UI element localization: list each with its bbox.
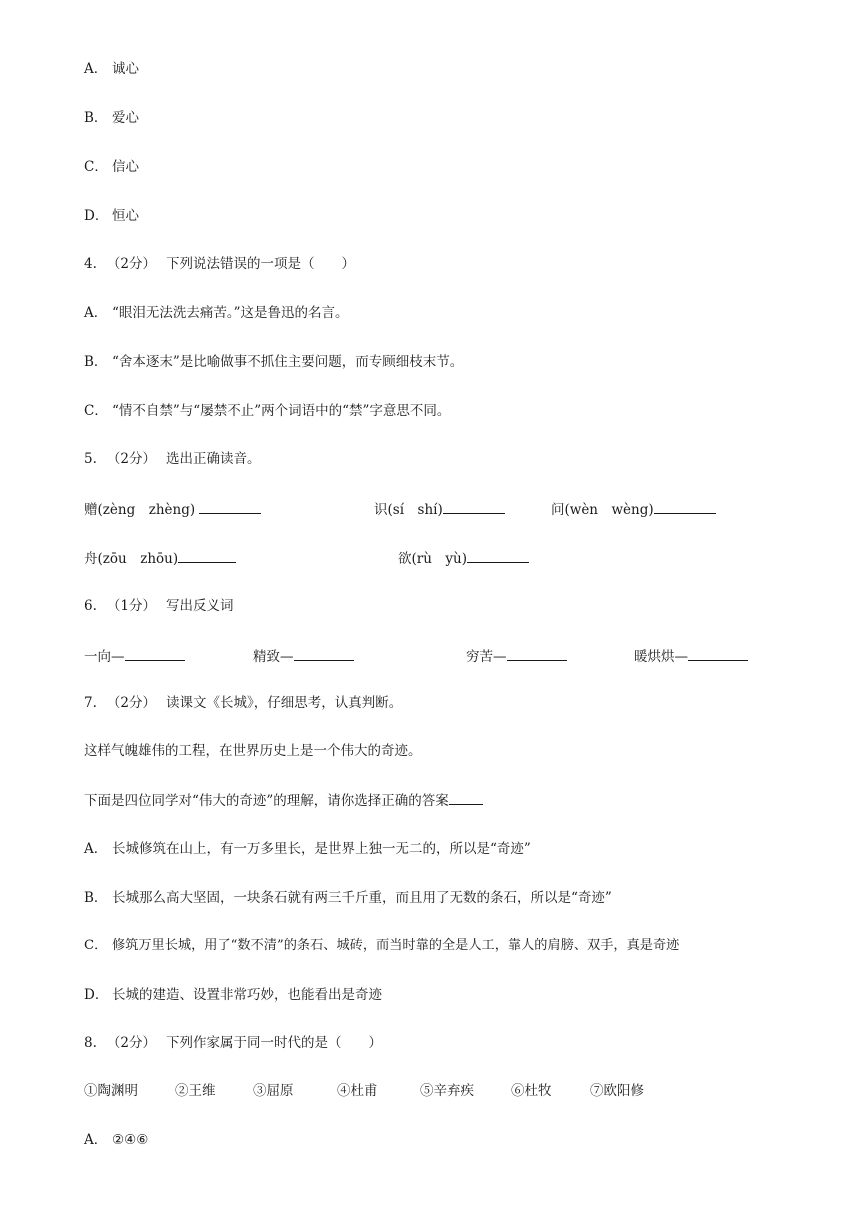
q7-prompt — [84, 790, 483, 811]
antonym-item — [253, 646, 354, 667]
q7-option-c — [84, 936, 679, 956]
pinyin-item — [84, 548, 236, 569]
pinyin-item — [374, 499, 505, 520]
pinyin-text: 欲(rù yù) — [398, 551, 468, 567]
q3-option-a — [84, 59, 139, 79]
question-score: （2分） — [106, 1035, 156, 1051]
pinyin-item — [84, 499, 261, 520]
q4-option-a — [84, 303, 349, 323]
antonym-word: 一向— — [84, 649, 125, 665]
option-text: 长城那么高大坚固，一块条石就有两三千斤重，而且用了无数的条石，所以是“奇迹” — [112, 890, 612, 906]
question-6-header — [84, 596, 233, 616]
q3-option-d — [84, 206, 139, 226]
pinyin-item — [551, 499, 716, 520]
option-text: ②④⑥ — [112, 1132, 149, 1148]
option-text: 修筑万里长城，用了“数不清”的条石、城砖，而当时靠的全是人工，靠人的肩膀、双手，真是奇迹 — [112, 938, 680, 953]
option-text: “舍本逐末”是比喻做事不抓住主要问题，而专顾细枝末节。 — [112, 354, 464, 370]
answer-blank[interactable] — [467, 548, 529, 563]
option-text: 信心 — [112, 159, 139, 175]
antonym-word: 精致— — [253, 649, 294, 665]
pinyin-text: 赠(zèng zhèng) — [84, 502, 196, 518]
question-stem: 下列作家属于同一时代的是（ ） — [165, 1035, 382, 1051]
question-4-header — [84, 254, 355, 274]
q7-option-b — [84, 888, 612, 908]
antonym-word: 穷苦— — [466, 649, 507, 665]
option-text: 诚心 — [112, 61, 139, 77]
answer-blank[interactable] — [449, 790, 483, 805]
question-number: 6. — [84, 598, 97, 614]
question-stem: 下列说法错误的一项是（ ） — [165, 256, 355, 272]
option-text: “眼泪无法洗去痛苦。”这是鲁迅的名言。 — [112, 305, 349, 321]
question-number: 5. — [84, 451, 97, 467]
prompt-text: 下面是四位同学对“伟大的奇迹”的理解，请你选择正确的答案 — [84, 793, 449, 809]
option-letter: B． — [84, 354, 108, 370]
option-letter: C． — [84, 403, 108, 419]
answer-blank[interactable] — [654, 499, 716, 514]
option-text: 爱心 — [112, 110, 139, 126]
answer-blank[interactable] — [125, 646, 185, 661]
option-letter: B． — [84, 110, 108, 126]
q8-option-a — [84, 1130, 148, 1150]
antonym-item — [84, 646, 185, 667]
question-8-header — [84, 1033, 382, 1053]
q3-option-c — [84, 157, 139, 177]
pinyin-item — [398, 548, 529, 569]
option-letter: A． — [84, 305, 108, 321]
question-stem: 写出反义词 — [165, 598, 234, 614]
option-letter: A． — [84, 841, 108, 857]
question-number: 8. — [84, 1035, 97, 1051]
option-letter: C． — [84, 159, 108, 175]
antonym-word: 暖烘烘— — [634, 649, 688, 665]
answer-blank[interactable] — [443, 499, 505, 514]
pinyin-text: 问(wèn wèng) — [551, 502, 654, 518]
answer-blank[interactable] — [178, 548, 236, 563]
option-text: “情不自禁”与“屡禁不止”两个词语中的“禁”字意思不同。 — [112, 403, 451, 419]
author-item: ④杜甫 — [337, 1083, 378, 1099]
option-letter: B． — [84, 890, 108, 906]
q3-option-b — [84, 108, 139, 128]
author-item: ①陶渊明 — [84, 1083, 138, 1099]
author-item: ⑤辛弃疾 — [420, 1083, 474, 1099]
option-letter: D． — [84, 208, 109, 224]
answer-blank[interactable] — [199, 499, 261, 514]
question-number: 4. — [84, 256, 97, 272]
question-stem: 读课文《长城》，仔细思考，认真判断。 — [165, 695, 403, 711]
question-score: （2分） — [106, 695, 156, 711]
pinyin-text: 舟(zōu zhōu) — [84, 551, 179, 567]
author-item: ②王维 — [175, 1083, 216, 1099]
antonym-item — [634, 646, 748, 667]
option-text: 长城修筑在山上，有一万多里长，是世界上独一无二的，所以是“奇迹” — [112, 841, 531, 857]
question-stem: 选出正确读音。 — [165, 451, 261, 467]
option-letter: C． — [84, 938, 108, 953]
question-7-header — [84, 693, 402, 713]
question-score: （1分） — [106, 598, 156, 614]
question-score: （2分） — [106, 451, 156, 467]
option-letter: A． — [84, 61, 108, 77]
q4-option-b — [84, 352, 463, 372]
q7-option-a — [84, 839, 531, 859]
answer-blank[interactable] — [294, 646, 354, 661]
option-text: 长城的建造、设置非常巧妙，也能看出是奇迹 — [112, 987, 382, 1003]
answer-blank[interactable] — [688, 646, 748, 661]
antonym-item — [466, 646, 567, 667]
question-5-header — [84, 449, 260, 469]
option-text: 恒心 — [112, 208, 139, 224]
q4-option-c — [84, 401, 450, 421]
author-item: ⑥杜牧 — [511, 1083, 552, 1099]
q7-option-d — [84, 985, 382, 1005]
q7-passage: 这样气魄雄伟的工程，在世界历史上是一个伟大的奇迹。 — [84, 743, 422, 759]
answer-blank[interactable] — [507, 646, 567, 661]
author-item: ⑦欧阳修 — [590, 1083, 644, 1099]
pinyin-text: 识(sí shí) — [374, 502, 443, 518]
option-letter: A． — [84, 1132, 108, 1148]
option-letter: D． — [84, 987, 109, 1003]
question-score: （2分） — [106, 256, 156, 272]
author-item: ③屈原 — [253, 1083, 294, 1099]
question-number: 7. — [84, 695, 97, 711]
